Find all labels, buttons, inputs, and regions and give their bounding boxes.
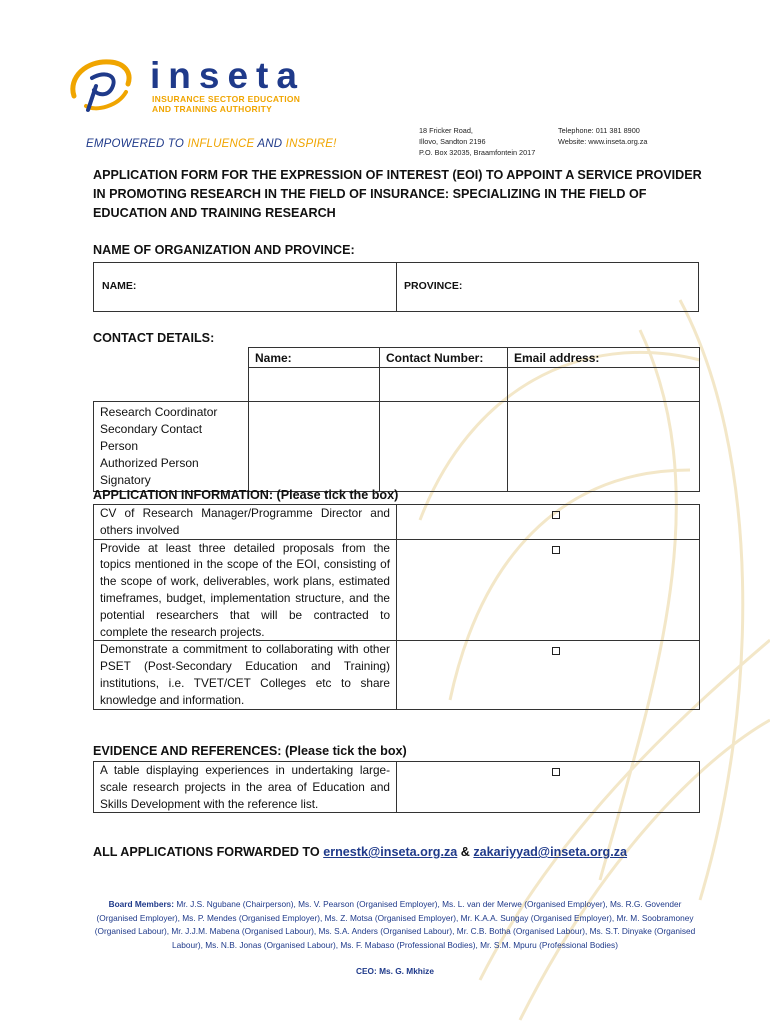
requirement-text: A table displaying experiences in undertaking large-scale research projects in the area of Education and Skills Development with the reference list. [94, 762, 397, 813]
forward-text: ALL APPLICATIONS FORWARDED TO [93, 845, 324, 859]
table-row [94, 368, 700, 402]
org-section-heading: NAME OF ORGANIZATION AND PROVINCE: [93, 243, 355, 257]
table-corner [94, 348, 249, 368]
evidence-table [93, 761, 700, 813]
contact-details-table [93, 347, 700, 492]
address-line: P.O. Box 32035, Braamfontein 2017 [419, 148, 536, 157]
contact-section-heading: CONTACT DETAILS: [93, 331, 215, 345]
address-line: 18 Fricker Road, [419, 126, 473, 135]
board-members [90, 898, 700, 952]
table-cell[interactable] [380, 402, 508, 492]
evidence-section-heading: EVIDENCE AND REFERENCES: (Please tick the box) [93, 744, 407, 758]
email-link-zakariyyad[interactable]: zakariyyad@inseta.org.za [473, 845, 628, 859]
application-info-table [93, 504, 700, 710]
inseta-logo-icon [66, 56, 138, 114]
telephone: Telephone: 011 381 8900 [558, 126, 640, 135]
email-link-ernestk[interactable]: ernestk@inseta.org.za [323, 845, 458, 859]
checkbox[interactable] [552, 546, 560, 554]
table-divider [396, 263, 397, 311]
header-contact-info [558, 125, 648, 147]
table-row [94, 539, 700, 641]
table-cell[interactable] [508, 368, 700, 402]
requirement-text: Provide at least three detailed proposals from the topics mentioned in the scope of the EOI, consisting of the scope of work, deliverables, work plans, estimated timeframes, budget, implementation structure, and the potential researchers that will be contracted to complete the research projects. [94, 539, 397, 641]
table-row [94, 762, 700, 813]
tick-cell [397, 641, 700, 709]
tagline-part: AND [254, 138, 286, 150]
address-line: Illovo, Sandton 2196 [419, 137, 486, 146]
column-header-email: Email address: [508, 348, 700, 368]
page-title: APPLICATION FORM FOR THE EXPRESSION OF INTEREST (EOI) TO APPOINT A SERVICE PROVIDER IN PROMOTING RESEARCH IN THE FIELD OF INSURANCE: SPECIALIZING IN THE FIELD OF EDUCATION AND TRAINING RESEARCH [93, 168, 702, 220]
tagline-part: INSPIRE! [285, 138, 337, 150]
checkbox[interactable] [552, 647, 560, 655]
contact-role-labels [94, 402, 249, 492]
brand-name: inseta [150, 55, 305, 96]
brand-subtitle-line2: AND TRAINING AUTHORITY [152, 104, 273, 114]
board-label: Board Members: [108, 899, 175, 909]
board-list: Mr. J.S. Ngubane (Chairperson), Ms. V. Pearson (Organised Employer), Ms. L. van der Merwe (Organised Employer), Ms. R.G. Govender (Organised Employer), Ms. P. Mendes (Organised Employer), Ms. Z. Motsa (Organised Employer), Mr. K.A.A. Sungay (Organised Employer), Mr. M. Soobramoney (Organised Labour), Mr. J.J.M. Mabena (Organised Labour), Ms. S.A. Anders (Organised Labour), Mr. C.B. Botha (Organised Labour), Ms. S.T. Dinyake (Organised Labour), Ms. N.B. Jonas (Organised Labour), Ms. F. Mabaso (Professional Bodies), Mr. S.M. Mpuru (Professional Bodies) [94, 899, 696, 950]
brand-subtitle [152, 94, 300, 114]
brand-subtitle-line1: INSURANCE SECTOR EDUCATION [152, 94, 301, 104]
table-row [94, 641, 700, 709]
table-cell[interactable] [508, 402, 700, 492]
tick-cell [397, 539, 700, 641]
table-cell[interactable] [380, 368, 508, 402]
checkbox[interactable] [552, 511, 560, 519]
tick-cell [397, 762, 700, 813]
requirement-text: Demonstrate a commitment to collaborating with other PSET (Post-Secondary Education and Training) institutions, i.e. TVET/CET Colleges etc to share knowledge and information. [94, 641, 397, 709]
and-text: & [457, 845, 474, 859]
application-section-heading: APPLICATION INFORMATION: (Please tick the box) [93, 488, 399, 502]
column-header-name: Name: [249, 348, 380, 368]
table-cell[interactable] [249, 368, 380, 402]
ceo-line: CEO: Ms. G. Mkhize [356, 966, 434, 976]
row-label-secondary-contact: Secondary Contact Person [100, 422, 203, 453]
tagline-part: INFLUENCE [187, 138, 255, 150]
table-cell[interactable] [249, 402, 380, 492]
postal-address [419, 125, 535, 158]
table-cell [94, 368, 249, 402]
table-row [94, 402, 700, 492]
tagline [86, 138, 336, 150]
row-label-authorized-signatory: Authorized Person Signatory [100, 456, 199, 487]
tagline-part: EMPOWERED TO [86, 138, 188, 150]
column-header-contact-number: Contact Number: [380, 348, 508, 368]
submission-instructions [93, 845, 627, 859]
tick-cell [397, 505, 700, 540]
checkbox[interactable] [552, 768, 560, 776]
website: Website: www.inseta.org.za [558, 137, 648, 146]
requirement-text: CV of Research Manager/Programme Director and others involved [94, 505, 397, 540]
org-name-province-table [93, 262, 699, 312]
table-row [94, 505, 700, 540]
name-field-label: NAME: [102, 280, 137, 292]
province-field-label: PROVINCE: [404, 280, 463, 292]
table-row [94, 348, 700, 368]
row-label-research-coordinator: Research Coordinator [100, 405, 218, 419]
